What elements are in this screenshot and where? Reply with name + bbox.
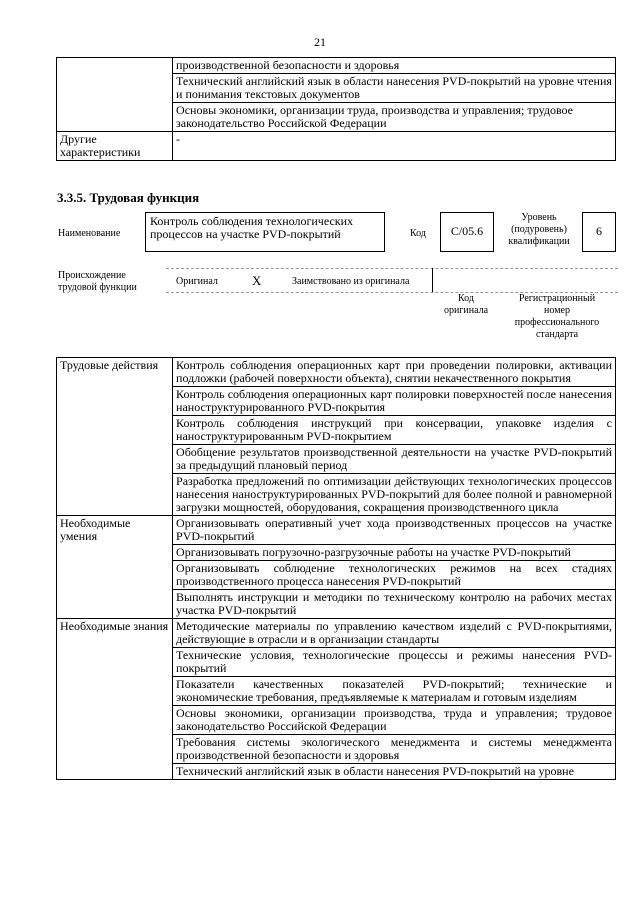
table-row: [57, 132, 616, 161]
registration-caption: Регистрационный номер профессионального стандарта: [514, 293, 600, 340]
table-cell: Показатели качественных показателей PVD-покрытий; технические и экономические требования, предъявляемые к материалам и готовым изделиям: [173, 677, 616, 706]
table-cell: Разработка предложений по оптимизации действующих технологических процессов нанесения наноструктурированных PVD-покрытий для более полной и равномерной загрузки мощностей, оборудования, сокращения производственного цикла: [173, 474, 616, 516]
origin-top-border: [166, 268, 618, 269]
table-cell: Выполнять инструкции и методики по техническому контролю на рабочих местах участка PVD-покрытий: [173, 590, 616, 619]
name-label: Наименование: [58, 228, 121, 239]
table-row: [57, 358, 616, 387]
table-cell: -: [173, 132, 616, 161]
table-cell: Технический английский язык в области нанесения PVD-покрытий на уровне чтения и понимания текстовых документов: [173, 74, 616, 103]
table-cell: Основы экономики, организации производства, труда и управления; трудовое законодательство Российской Федерации: [173, 706, 616, 735]
table-cell: Контроль соблюдения операционных карт при проведении полировки, активации подложки (рабочей поверхности объекта), снятии некачественного покрытия: [173, 358, 616, 387]
section-heading: 3.3.5. Трудовая функция: [57, 190, 200, 205]
table-cell: Технический английский язык в области нанесения PVD-покрытий на уровне: [173, 764, 616, 780]
row-label: Необходимые умения: [57, 516, 173, 619]
level-box: 6: [582, 212, 616, 252]
main-table: [56, 357, 616, 780]
page-number: 21: [314, 35, 326, 49]
top-table: [56, 57, 616, 161]
table-cell: Методические материалы по управлению качеством изделий с PVD-покрытиями, действующие в отрасли и в организации стандарты: [173, 619, 616, 648]
table-cell: Контроль соблюдения операционных карт полировки поверхностей после нанесения наноструктурированного PVD-покрытия: [173, 387, 616, 416]
code-label: Код: [410, 228, 426, 239]
table-row: [57, 619, 616, 648]
table-cell: [57, 58, 173, 132]
table-cell: Требования системы экологического менеджмента и системы менеджмента производственной безопасности и здоровья: [173, 735, 616, 764]
table-row: [57, 516, 616, 545]
code-original-caption: Код оригинала: [443, 293, 489, 316]
table-cell: Основы экономики, организации труда, производства и управления; трудовое законодательство Российской Федерации: [173, 103, 616, 132]
row-label: Трудовые действия: [57, 358, 173, 516]
table-cell: производственной безопасности и здоровья: [173, 58, 616, 74]
function-name-box: Контроль соблюдения технологических процессов на участке PVD-покрытий: [145, 212, 385, 252]
table-cell: Организовывать соблюдение технологических режимов на всех стадиях производственного процесса нанесения PVD-покрытий: [173, 561, 616, 590]
row-label: Необходимые знания: [57, 619, 173, 780]
table-cell: Технические условия, технологические процессы и режимы нанесения PVD-покрытий: [173, 648, 616, 677]
row-label: Другие характеристики: [57, 132, 173, 161]
origin-divider: [432, 268, 433, 292]
original-label: Оригинал: [176, 276, 218, 287]
table-cell: Организовывать оперативный учет хода производственных процессов на участке PVD-покрытий: [173, 516, 616, 545]
level-label: Уровень (подуровень) квалификации: [508, 212, 570, 247]
table-row: [57, 58, 616, 74]
origin-label: Происхождение трудовой функции: [58, 270, 137, 293]
table-cell: Организовывать погрузочно-разгрузочные работы на участке PVD-покрытий: [173, 545, 616, 561]
borrowed-label: Заимствовано из оригинала: [292, 276, 410, 287]
table-cell: Обобщение результатов производственной деятельности на участке PVD-покрытий за предыдущий плановый период: [173, 445, 616, 474]
original-mark: X: [252, 273, 262, 288]
code-box: C/05.6: [440, 212, 494, 252]
table-cell: Контроль соблюдения инструкций при консервации, упаковке изделия с наноструктурированным PVD-покрытием: [173, 416, 616, 445]
